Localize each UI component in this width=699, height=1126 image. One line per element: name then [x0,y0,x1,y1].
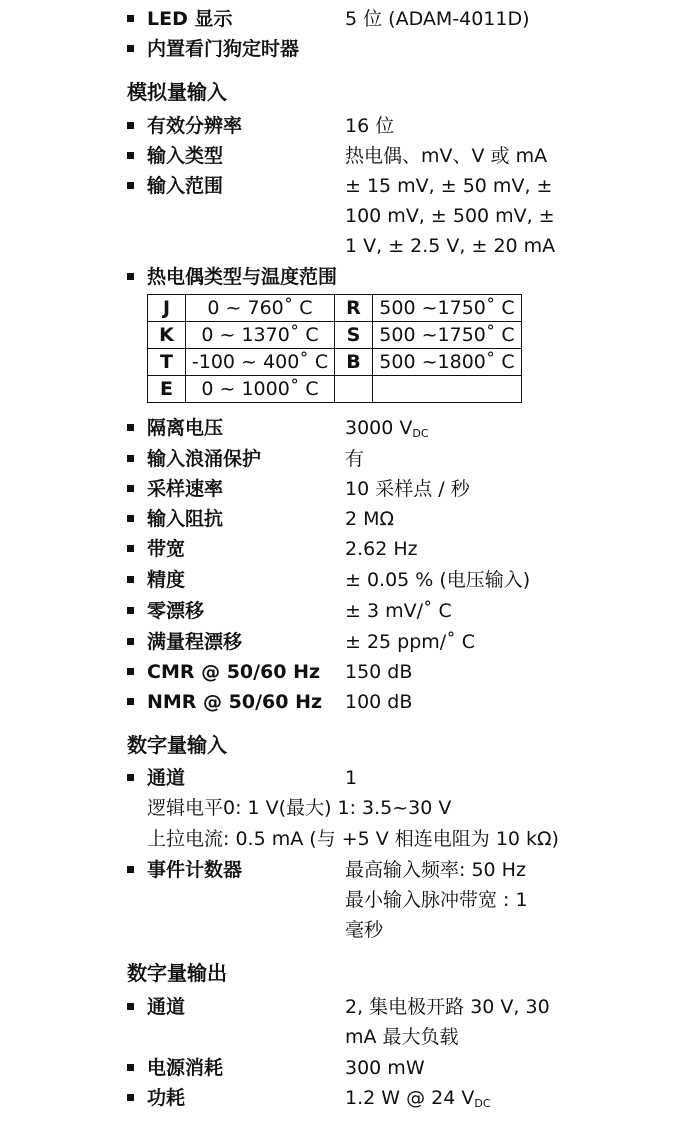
spec-label: 精度 [147,569,186,591]
thermocouple-table [147,294,522,403]
spec-label: 带宽 [147,538,186,560]
bullet-icon [127,455,134,462]
bullet-icon [127,866,134,873]
tc-type: S [335,322,373,349]
spec-label: 有效分辨率 [147,115,243,137]
spec-label: 输入范围 [147,175,224,197]
spec-value: ± 25 ppm/˚ C [345,631,476,653]
spec-label: 输入类型 [147,145,224,167]
tc-type: T [148,349,186,376]
bullet-icon [127,152,134,159]
table-row [148,349,522,376]
section-title-analog-input: 模拟量输入 [127,80,227,104]
spec-label: 内置看门狗定时器 [147,38,300,60]
bullet-icon [127,698,134,705]
tc-range: 500 ~1750˚ C [373,295,522,322]
spec-label: 通道 [147,767,186,789]
spec-value: 16 位 [345,115,395,137]
spec-value-continuation: 100 mV, ± 500 mV, ± [345,205,555,227]
table-row [148,376,522,403]
spec-value: 1 [345,767,358,789]
tc-type: R [335,295,373,322]
bullet-icon [127,182,134,189]
spec-value-continuation: mA 最大负载 [345,1026,459,1048]
spec-value: 有 [345,448,365,470]
bullet-icon [127,515,134,522]
bullet-icon [127,576,134,583]
pullup-current-text: 上拉电流: 0.5 mA (与 +5 V 相连电阻为 10 kΩ) [147,828,559,850]
section-title-digital-input: 数字量输入 [127,733,227,757]
spec-label: CMR @ 50/60 Hz [147,661,321,683]
spec-label: 采样速率 [147,478,224,500]
spec-value: ± 0.05 % (电压输入) [345,569,531,591]
spec-value: 2, 集电极开路 30 V, 30 [345,996,550,1018]
tc-type: E [148,376,186,403]
spec-label: NMR @ 50/60 Hz [147,691,323,713]
spec-label: 输入浪涌保护 [147,448,262,470]
tc-range: 500 ~1800˚ C [373,349,522,376]
spec-value-continuation: 毫秒 [345,919,384,941]
spec-label: 零漂移 [147,600,205,622]
bullet-icon [127,485,134,492]
tc-range: 0 ~ 1370˚ C [186,322,335,349]
section-title-digital-output: 数字量输出 [127,961,227,985]
spec-value: 热电偶、mV、V 或 mA [345,145,548,167]
tc-range: 500 ~1750˚ C [373,322,522,349]
spec-value: 100 dB [345,691,413,713]
spec-value: 10 采样点 / 秒 [345,478,470,500]
spec-label: 事件计数器 [147,859,243,881]
bullet-icon [127,638,134,645]
spec-label: 隔离电压 [147,417,224,439]
spec-value: ± 3 mV/˚ C [345,600,452,622]
bullet-icon [127,774,134,781]
spec-label: 电源消耗 [147,1057,224,1079]
spec-value: 300 mW [345,1057,425,1079]
subscript: DC [474,1097,491,1110]
tc-range: -100 ~ 400˚ C [186,349,335,376]
bullet-icon [127,668,134,675]
spec-value-continuation: 最小输入脉冲带宽 : 1 [345,889,528,911]
spec-label: 满量程漂移 [147,631,243,653]
bullet-icon [127,273,134,280]
table-row [148,322,522,349]
spec-value: 5 位 (ADAM-4011D) [345,8,530,30]
spec-label: LED 显示 [147,8,233,30]
logic-level-text: 逻辑电平0: 1 V(最大) 1: 3.5~30 V [147,797,452,819]
spec-label: 功耗 [147,1087,186,1109]
tc-range [373,376,522,403]
spec-value: 1.2 W @ 24 $V_{DC}$ [345,1087,491,1110]
tc-type: B [335,349,373,376]
bullet-icon [127,1003,134,1010]
tc-range: 0 ~ 760˚ C [186,295,335,322]
spec-value: 最高输入频率: 50 Hz [345,859,526,881]
spec-value: 2.62 Hz [345,538,418,560]
tc-range: 0 ~ 1000˚ C [186,376,335,403]
bullet-icon [127,545,134,552]
spec-value-continuation: 1 V, ± 2.5 V, ± 20 mA [345,235,556,257]
spec-value: 2 MΩ [345,508,395,530]
spec-label: 热电偶类型与温度范围 [147,266,338,288]
bullet-icon [127,15,134,22]
spec-value: 3000 $V_{DC}$ [345,417,429,440]
bullet-icon [127,607,134,614]
bullet-icon [127,1094,134,1101]
bullet-icon [127,424,134,431]
bullet-icon [127,122,134,129]
spec-label: 输入阻抗 [147,508,224,530]
tc-type: J [148,295,186,322]
tc-type: K [148,322,186,349]
spec-label: 通道 [147,996,186,1018]
spec-value: ± 15 mV, ± 50 mV, ± [345,175,553,197]
table-row [148,295,522,322]
subscript: DC [412,427,429,440]
spec-value: 150 dB [345,661,413,683]
bullet-icon [127,1064,134,1071]
tc-type [335,376,373,403]
bullet-icon [127,45,134,52]
